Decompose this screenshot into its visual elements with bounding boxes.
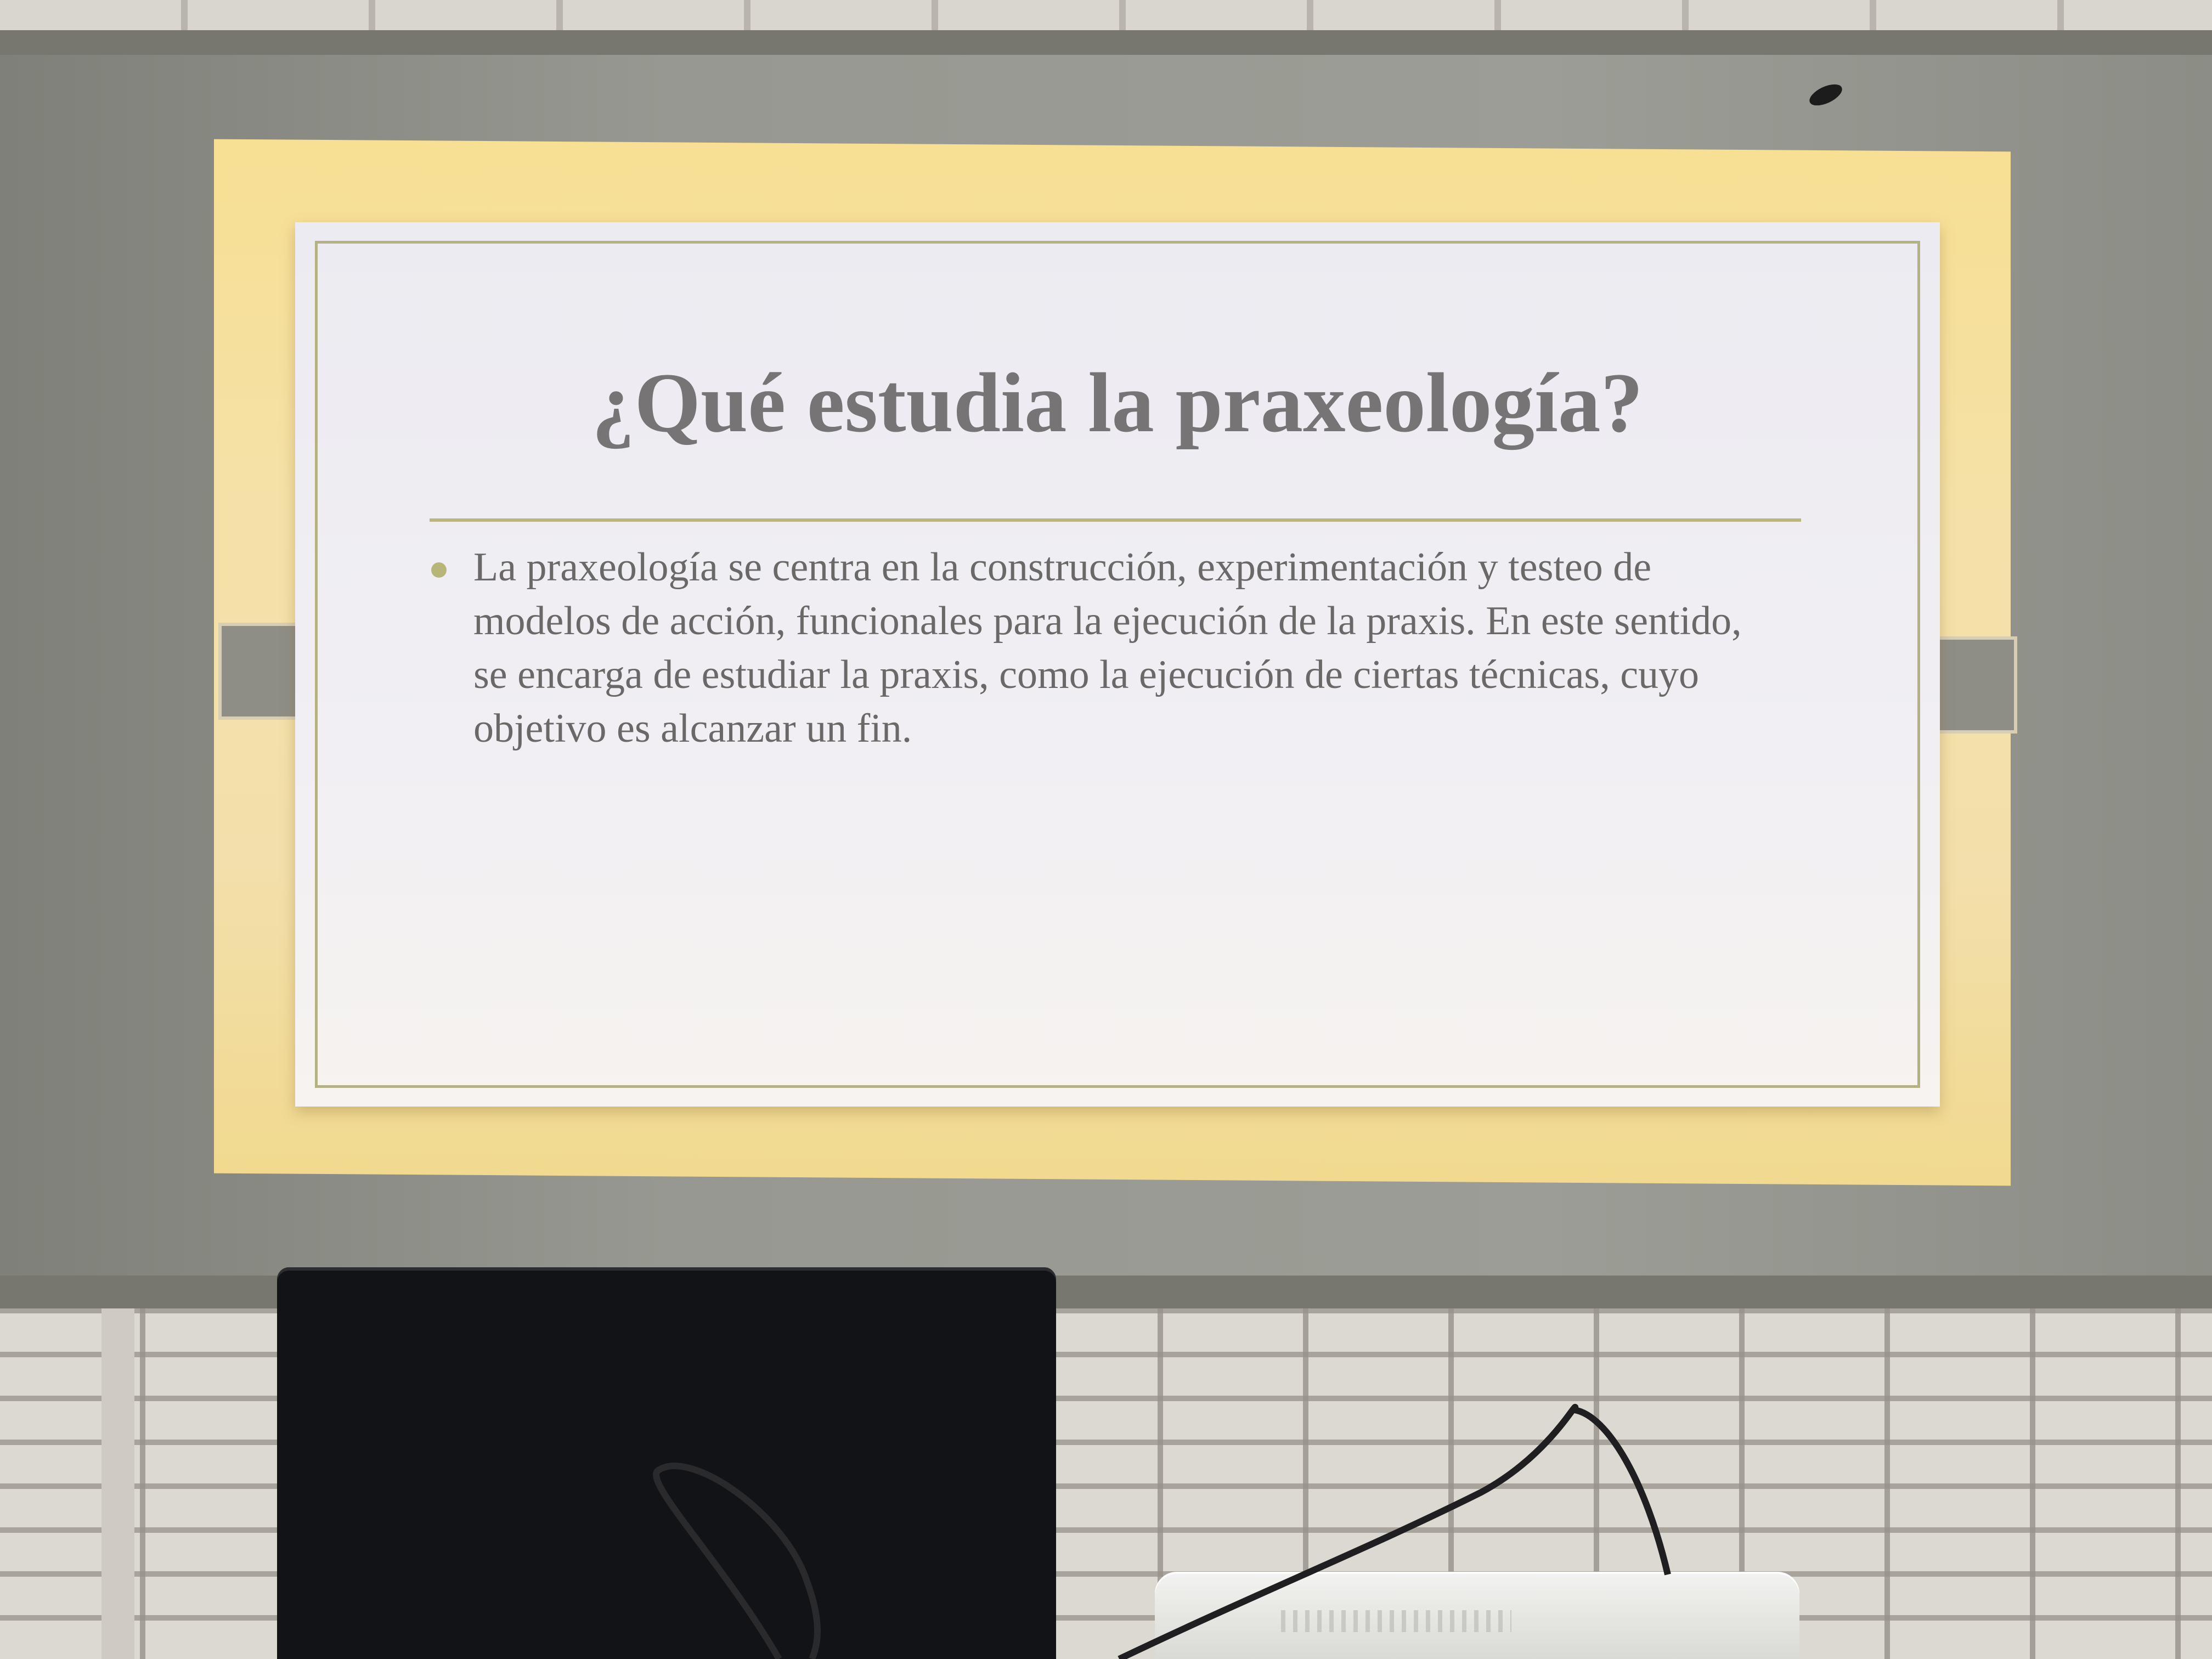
body-line: La praxeología se centra en la construcción, experimentación y testeo de [473,545,1652,590]
monitor-cable [656,1466,817,1659]
body-line: se encarga de estudiar la praxis, como la ejecución de ciertas técnicas, cuyo [473,652,1700,697]
slide-title: ¿Qué estudia la praxeología? [591,356,1643,450]
projector-cable [1119,1407,1668,1659]
body-line: objetivo es alcanzar un fin. [473,706,912,751]
body-line: modelos de acción, funcionales para la ejecución de la praxis. En este sentido, [473,599,1742,644]
